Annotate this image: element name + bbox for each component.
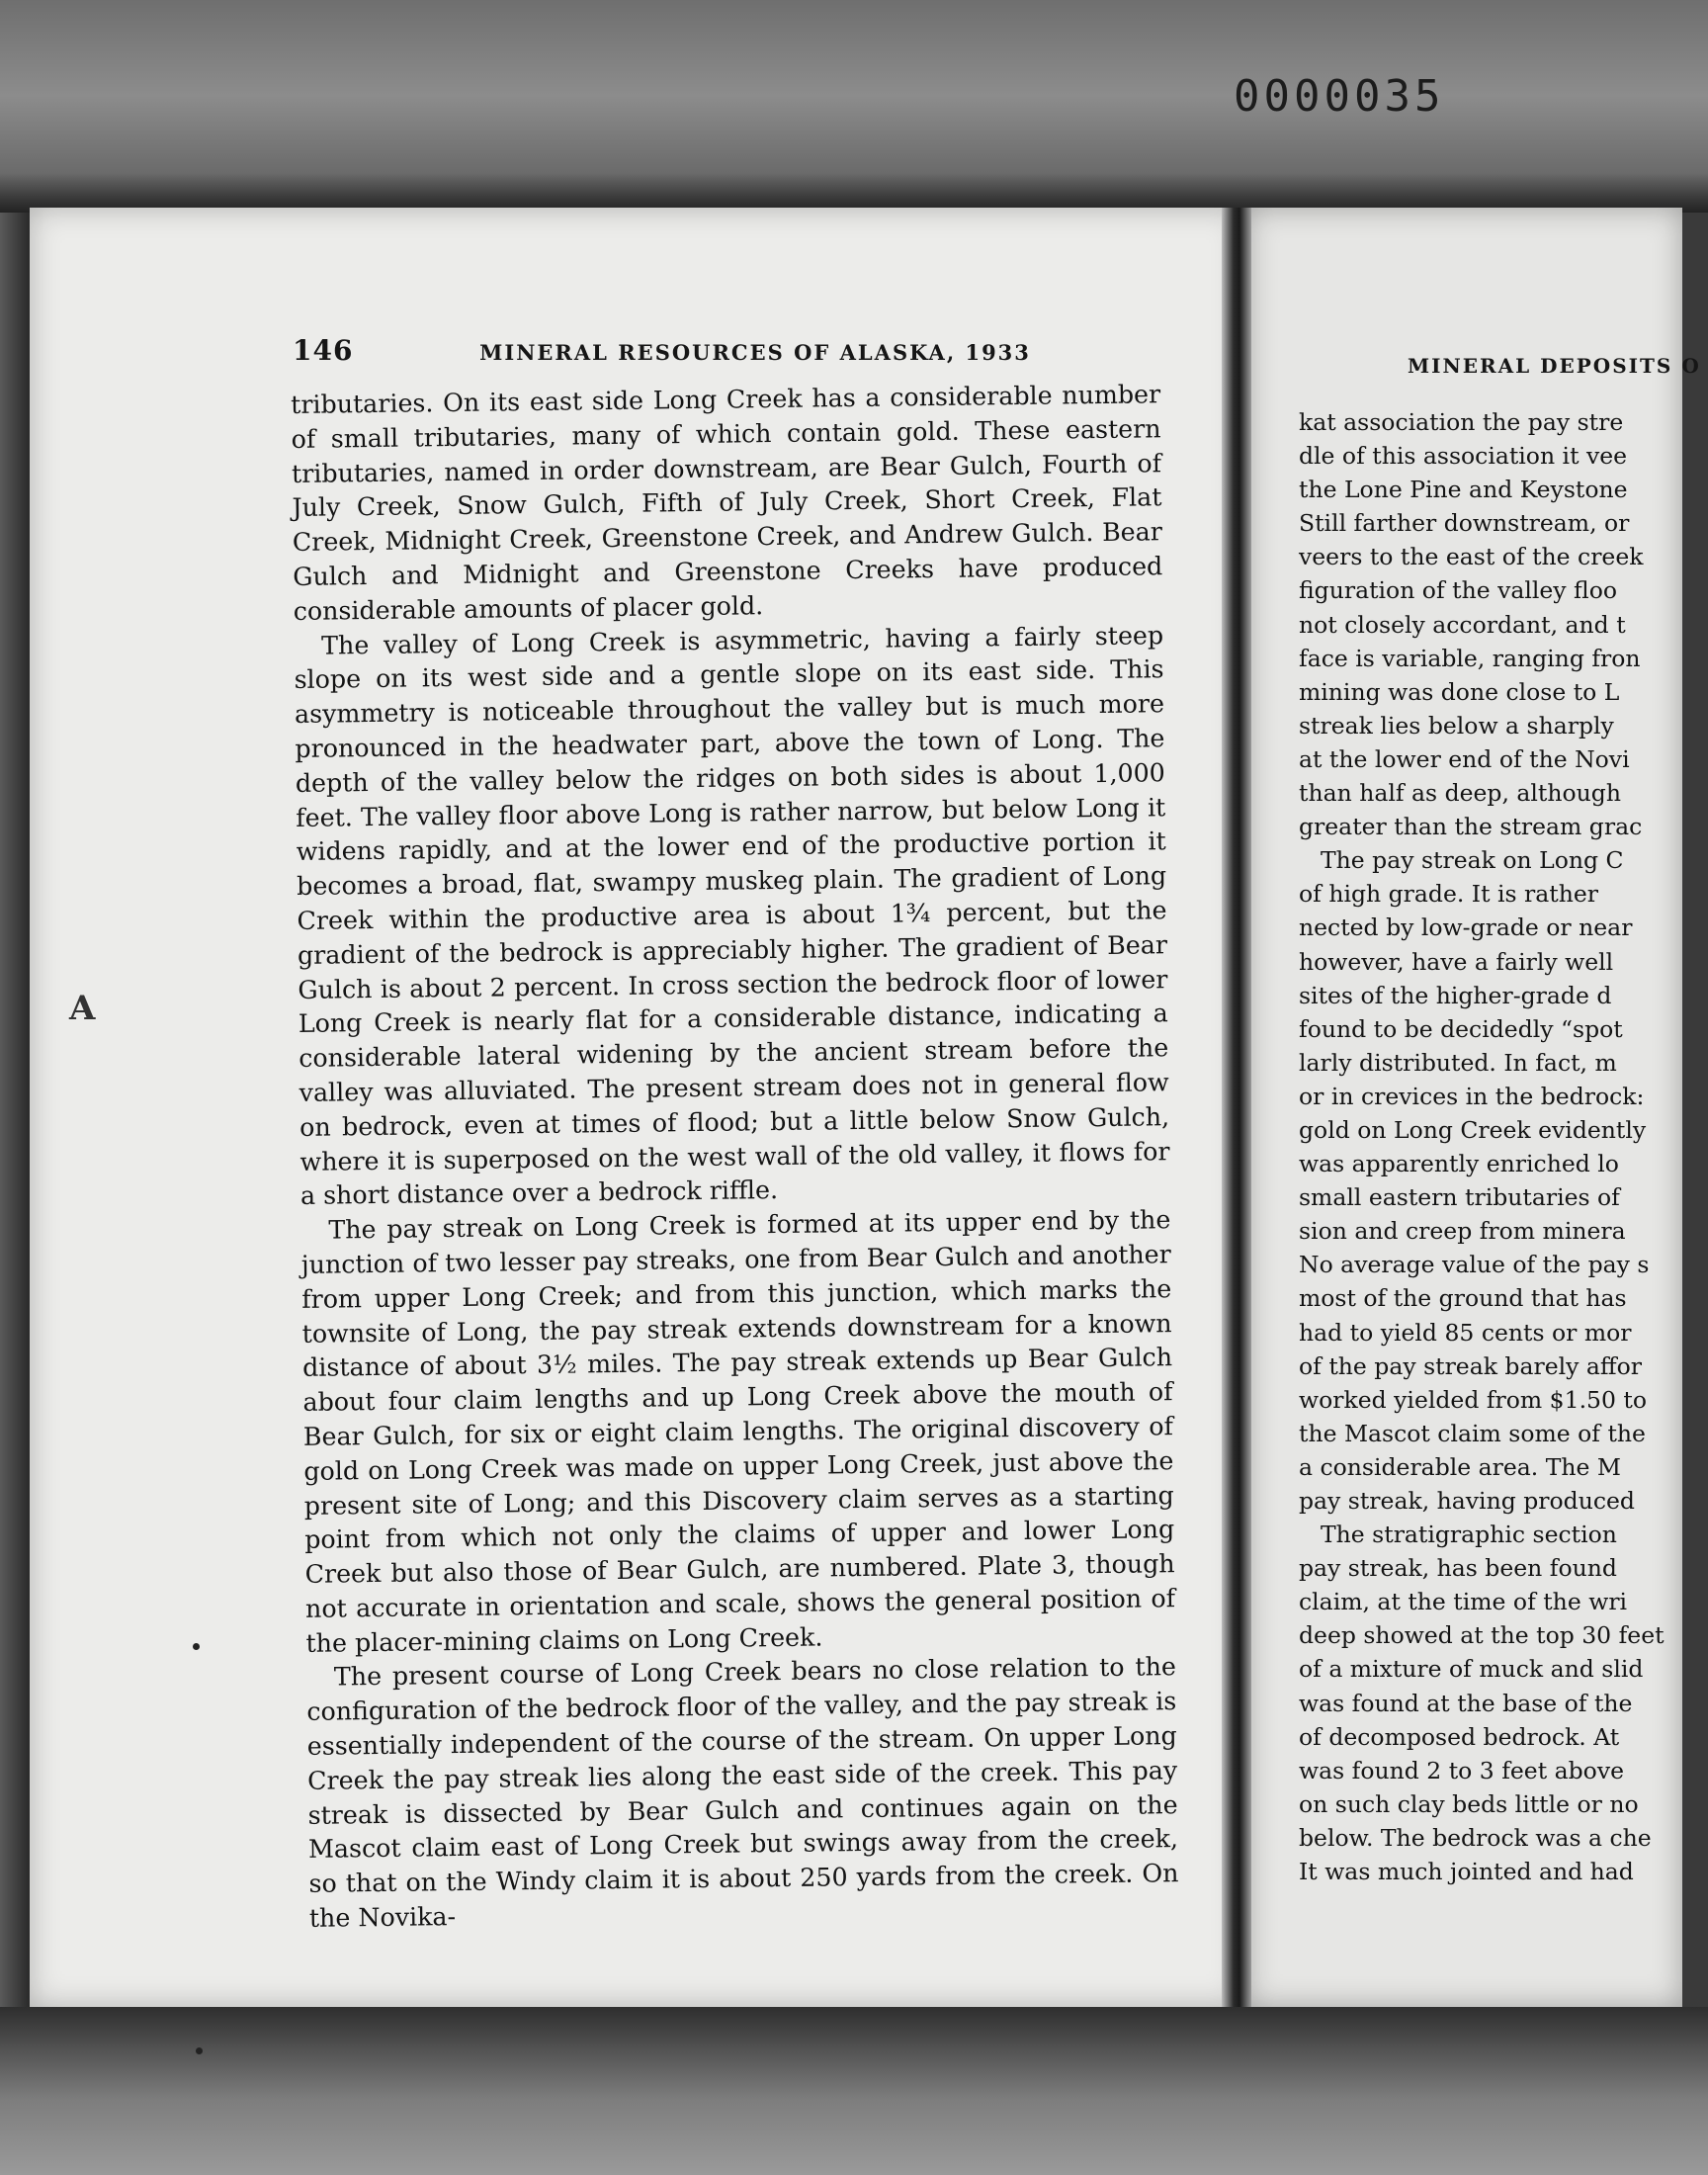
right-page-line: sion and creep from minera (1299, 1217, 1626, 1246)
right-page-line: gold on Long Creek evidently (1299, 1115, 1647, 1144)
right-page-line: a considerable area. The M (1299, 1452, 1621, 1481)
right-page-line: found to be decidedly “spot (1299, 1014, 1623, 1043)
right-page-line: most of the ground that has (1299, 1284, 1627, 1313)
right-page-line: on such clay beds little or no (1299, 1789, 1639, 1818)
scan-background-top (0, 0, 1708, 213)
page-speck (193, 1643, 200, 1650)
right-page-line: the Mascot claim some of the (1299, 1419, 1646, 1447)
running-head: MINERAL RESOURCES OF ALASKA, 1933 (479, 340, 1031, 365)
right-page-line: small eastern tributaries of (1299, 1183, 1620, 1212)
right-page-line: of a mixture of muck and slid (1299, 1655, 1644, 1684)
right-page-line: The pay streak on Long C (1321, 846, 1624, 875)
right-page-line: nected by low-grade or near (1299, 914, 1633, 942)
right-page-line: figuration of the valley floo (1299, 576, 1618, 605)
right-page-line: was found at the base of the (1299, 1689, 1633, 1717)
paragraph: The present course of Long Creek bears no close relation to the configuration of the bedrock floor of the valley, and the pay streak is essentially independent of the course of the stream. On upper Long Creek the pay streak lies along the east side of the creek. This pay streak is dissected by Bear Gulch and continues again on the Mascot claim east of Long Creek but swings away from the creek, so that on the Windy claim it is about 250 yards from the creek. On the Novika- (306, 1652, 1179, 1933)
right-page-line: had to yield 85 cents or mor (1299, 1318, 1632, 1347)
right-page-line: at the lower end of the Novi (1299, 744, 1630, 773)
right-page-line: of the pay streak barely affor (1299, 1351, 1642, 1380)
paragraph: tributaries. On its east side Long Creek has a considerable number of small tributaries, many of which contain gold. These eastern tributaries, named in order downstream, are Bear Gulch, Fourth of July Creek, Snow Gulch, Fifth of July Creek, Short Creek, Flat Creek, Midnight Creek, Greenstone Creek, and Andrew Gulch. Bear Gulch and Midnight and Greenstone Creeks have produced considerable amounts of placer gold. (291, 380, 1163, 626)
right-page-line: Still farther downstream, or (1299, 509, 1630, 538)
scan-background-left (0, 213, 30, 2012)
page-speck (196, 2047, 203, 2054)
right-page-line: face is variable, ranging fron (1299, 644, 1641, 672)
right-page-line: was apparently enriched lo (1299, 1150, 1619, 1178)
left-page-body (291, 378, 1179, 1936)
book-gutter (1222, 208, 1251, 2007)
right-page-body (1299, 405, 1708, 1888)
right-page-line: greater than the stream grac (1299, 813, 1643, 841)
left-page-header (293, 334, 1153, 367)
right-page-line: kat association the pay stre (1299, 408, 1624, 436)
right-page-line: deep showed at the top 30 feet (1299, 1621, 1665, 1650)
right-page-line: streak lies below a sharply (1299, 711, 1614, 740)
paragraph: The valley of Long Creek is asymmetric, having a fairly steep slope on its west side and a gentle slope on its east side. This asymmetry is noticeable throughout the valley but is much more pronounced in the headwater part, above the town of Long. The depth of the valley below the ridges on both sides is about 1,000 feet. The valley floor above Long is rather narrow, but below Long it widens rapidly, and at the lower end of the productive portion it becomes a broad, flat, swampy muskeg plain. The gradient of Long Creek within the productive area is about 1¾ percent, but the gradient of the bedrock is appreciably higher. The gradient of Bear Gulch is about 2 percent. In cross section the bedrock floor of lower Long Creek is nearly flat for a considerable distance, indicating a considerable lateral widening by the ancient stream before the valley was alluviated. The present stream does not in general flow on bedrock, even at times of flood; but a little below Snow Gulch, where it is superposed on the west wall of the old valley, it flows for a short distance over a bedrock riffle. (294, 620, 1170, 1211)
right-page-line: dle of this association it vee (1299, 442, 1628, 471)
right-page-line: veers to the east of the creek (1299, 543, 1644, 571)
right-page-line: sites of the higher-grade d (1299, 981, 1612, 1009)
margin-mark: A (69, 989, 96, 1028)
paragraph: The pay streak on Long Creek is formed at its upper end by the junction of two lesser pay streaks, one from Bear Gulch and another from upper Long Creek; and from this junction, which marks the townsite of Long, the pay streak extends downstream for a known distance of about 3½ miles. The pay streak extends up Bear Gulch about four claim lengths and up Long Creek above the mouth of Bear Gulch, for six or eight claim lengths. The original discovery of gold on Long Creek was made on upper Long Creek, just above the present site of Long; and this Discovery claim serves as a starting point from which not only the claims of upper and lower Long Creek but also those of Bear Gulch, are numbered. Plate 3, though not accurate in orientation and scale, shows the general position of the placer-mining claims on Long Creek. (300, 1205, 1176, 1658)
page-number: 146 (293, 334, 354, 367)
right-page-line: No average value of the pay s (1299, 1251, 1650, 1279)
right-page-line: The stratigraphic section (1321, 1521, 1617, 1549)
right-page-line: than half as deep, although (1299, 779, 1621, 808)
right-page-line: of decomposed bedrock. At (1299, 1722, 1620, 1751)
right-page-line: pay streak, has been found (1299, 1554, 1617, 1583)
right-page-line: not closely accordant, and t (1299, 610, 1626, 639)
frame-number: 0000035 (1234, 71, 1445, 122)
right-page-line: mining was done close to L (1299, 677, 1620, 706)
right-page-line: or in crevices in the bedrock: (1299, 1082, 1645, 1110)
right-page-line: was found 2 to 3 feet above (1299, 1756, 1624, 1784)
right-page-line: pay streak, having produced (1299, 1487, 1635, 1515)
right-page-line: claim, at the time of the wri (1299, 1588, 1628, 1616)
right-page-line: worked yielded from $1.50 to (1299, 1385, 1648, 1414)
scan-background-bottom (0, 2007, 1708, 2175)
right-page-line: however, have a fairly well (1299, 947, 1614, 976)
right-page-line: larly distributed. In fact, m (1299, 1048, 1617, 1077)
right-page-line: It was much jointed and had (1299, 1858, 1634, 1886)
right-page-running-head: MINERAL DEPOSITS O (1408, 354, 1701, 378)
right-page-line: of high grade. It is rather (1299, 880, 1598, 909)
right-page-line: below. The bedrock was a che (1299, 1823, 1652, 1852)
right-page-line: the Lone Pine and Keystone (1299, 476, 1628, 504)
